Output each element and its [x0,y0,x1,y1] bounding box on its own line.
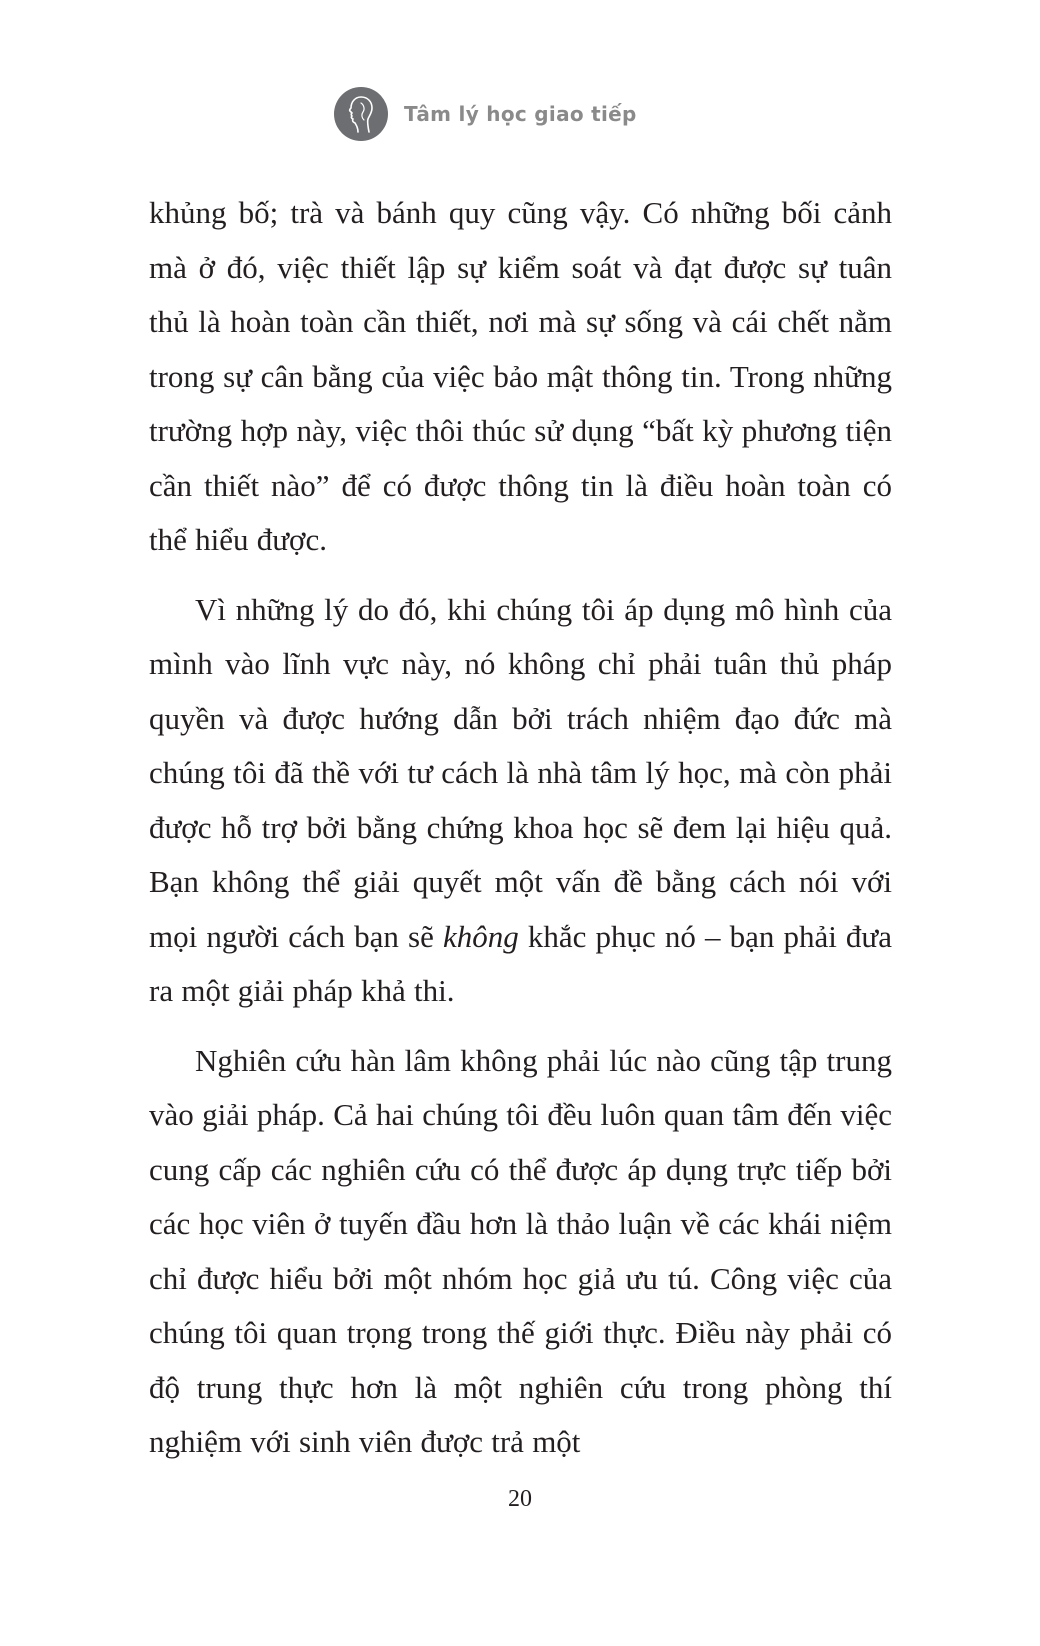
paragraph-2-text-after: khắc phục nó – bạn phải đưa ra một giải pháp khả thi. [149,918,892,1008]
running-header [334,86,637,142]
head-silhouette-icon [334,87,388,141]
page-number: 20 [508,1486,532,1512]
body-text [149,186,892,1470]
paragraph-3: Nghiên cứu hàn lâm không phải lúc nào cũng tập trung vào giải pháp. Cả hai chúng tôi đều luôn quan tâm đến việc cung cấp các nghiên cứu có thể được áp dụng trực tiếp bởi các học viên ở tuyến đầu hơn là thảo luận về các khái niệm chỉ được hiểu bởi một nhóm học giả ưu tú. Công việc của chúng tôi quan trọng trong thế giới thực. Điều này phải có độ trung thực hơn là một nghiên cứu trong phòng thí nghiệm với sinh viên được trả một [149,1042,892,1459]
paragraph-2-text-before: Vì những lý do đó, khi chúng tôi áp dụng mô hình của mình vào lĩnh vực này, nó không chỉ phải tuân thủ pháp quyền và được hướng dẫn bởi trách nhiệm đạo đức mà chúng tôi đã thề với tư cách là nhà tâm lý học, mà còn phải được hỗ trợ bởi bằng chứng khoa học sẽ đem lại hiệu quả. Bạn không thể giải quyết một vấn đề bằng cách nói với mọi người cách bạn sẽ [149,591,892,954]
paragraph-1: khủng bố; trà và bánh quy cũng vậy. Có những bối cảnh mà ở đó, việc thiết lập sự kiểm soát và đạt được sự tuân thủ là hoàn toàn cần thiết, nơi mà sự sống và cái chết nằm trong sự cân bằng của việc bảo mật thông tin. Trong những trường hợp này, việc thôi thúc sử dụng “bất kỳ phương tiện cần thiết nào” để có được thông tin là điều hoàn toàn có thể hiểu được. [149,195,892,557]
emphasized-word: không [442,918,519,954]
running-header-title: Tâm lý học giao tiếp [404,102,637,126]
paragraph-2 [149,583,892,1019]
